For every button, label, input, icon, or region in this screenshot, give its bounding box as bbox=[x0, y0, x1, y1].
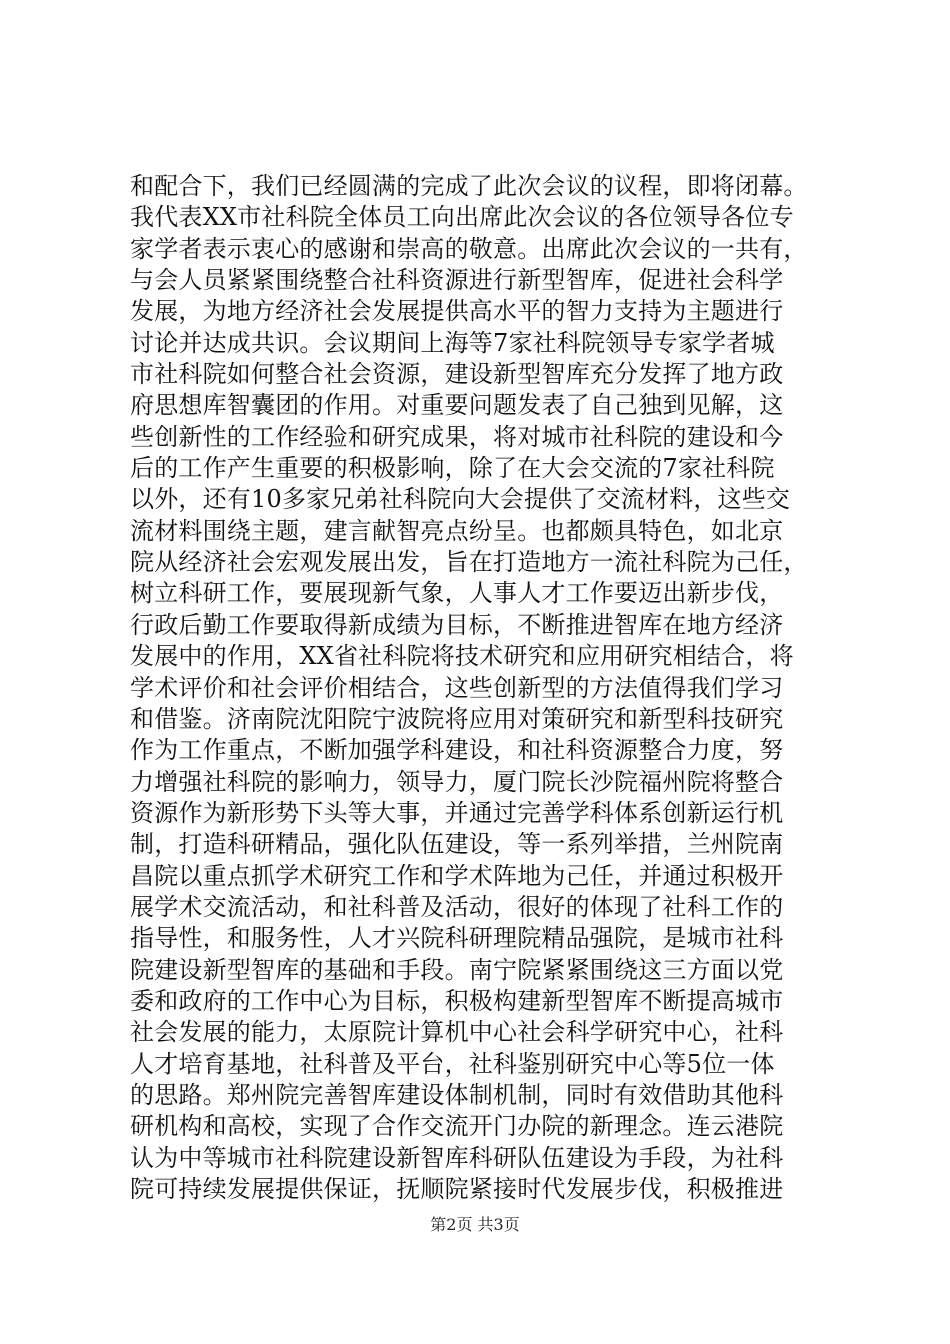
text-line: 市社科院如何整合社会资源，建设新型智库充分发挥了地方政 bbox=[130, 360, 784, 389]
text-line: 以外，还有10多家兄弟社科院向大会提供了交流材料，这些交 bbox=[130, 485, 791, 514]
text-line: 家学者表示衷心的感谢和崇高的敬意。出席此次会议的一共有， bbox=[130, 234, 808, 263]
text-line: 后的工作产生重要的积极影响，除了在大会交流的7家社科院 bbox=[130, 454, 775, 483]
text-line: 作为工作重点，不断加强学科建设，和社科资源整合力度，努 bbox=[130, 736, 784, 765]
text-line: 昌院以重点抓学术研究工作和学术阵地为己任，并通过积极开 bbox=[130, 861, 784, 890]
text-line: 社会发展的能力，太原院计算机中心社会科学研究中心，社科 bbox=[130, 1018, 784, 1047]
text-line: 指导性，和服务性，人才兴院科研理院精品强院，是城市社科 bbox=[130, 924, 784, 953]
text-line: 行政后勤工作要取得新成绩为目标，不断推进智库在地方经济 bbox=[130, 610, 784, 639]
text-line: 的思路。郑州院完善智库建设体制机制，同时有效借助其他科 bbox=[130, 1080, 784, 1109]
text-line: 和借鉴。济南院沈阳院宁波院将应用对策研究和新型科技研究 bbox=[130, 704, 784, 733]
page-footer: 第2页 共3页 bbox=[430, 1215, 520, 1234]
text-line: 我代表XX市社科院全体员工向出席此次会议的各位领导各位专 bbox=[130, 203, 794, 232]
text-line: 和配合下，我们已经圆满的完成了此次会议的议程，即将闭幕。 bbox=[130, 172, 808, 200]
text-line: 发展，为地方经济社会发展提供高水平的智力支持为主题进行 bbox=[130, 297, 784, 326]
text-line: 展学术交流活动，和社科普及活动，很好的体现了社科工作的 bbox=[130, 892, 784, 921]
text-line: 认为中等城市社科院建设新智库科研队伍建设为手段，为社科 bbox=[130, 1143, 784, 1172]
text-line: 人才培育基地，社科普及平台，社科鉴别研究中心等5位一体 bbox=[130, 1049, 775, 1078]
text-line: 发展中的作用，XX省社科院将技术研究和应用研究相结合，将 bbox=[130, 642, 794, 671]
text-line: 些创新性的工作经验和研究成果，将对城市社科院的建设和今 bbox=[130, 422, 784, 451]
text-line: 院建设新型智库的基础和手段。南宁院紧紧围绕这三方面以党 bbox=[130, 955, 784, 984]
body-text bbox=[130, 171, 830, 1205]
text-line: 资源作为新形势下头等大事，并通过完善学科体系创新运行机 bbox=[130, 798, 784, 827]
text-line: 院从经济社会宏观发展出发，旨在打造地方一流社科院为己任， bbox=[130, 548, 808, 577]
text-line: 流材料围绕主题，建言献智亮点纷呈。也都颇具特色，如北京 bbox=[130, 516, 784, 545]
text-line: 制，打造科研精品，强化队伍建设，等一系列举措，兰州院南 bbox=[130, 830, 784, 859]
text-line: 府思想库智囊团的作用。对重要问题发表了自己独到见解，这 bbox=[130, 391, 784, 420]
text-line: 学术评价和社会评价相结合，这些创新型的方法值得我们学习 bbox=[130, 673, 784, 702]
text-line: 力增强社科院的影响力，领导力，厦门院长沙院福州院将整合 bbox=[130, 767, 784, 796]
text-line: 院可持续发展提供保证，抚顺院紧接时代发展步伐，积极推进 bbox=[130, 1175, 784, 1203]
text-line: 研机构和高校，实现了合作交流开门办院的新理念。连云港院 bbox=[130, 1112, 784, 1141]
text-line: 讨论并达成共识。会议期间上海等7家社科院领导专家学者城 bbox=[130, 328, 775, 357]
text-line: 与会人员紧紧围绕整合社科资源进行新型智库，促进社会科学 bbox=[130, 266, 784, 295]
text-line: 委和政府的工作中心为目标，积极构建新型智库不断提高城市 bbox=[130, 986, 784, 1015]
text-line: 树立科研工作，要展现新气象，人事人才工作要迈出新步伐， bbox=[130, 579, 784, 608]
